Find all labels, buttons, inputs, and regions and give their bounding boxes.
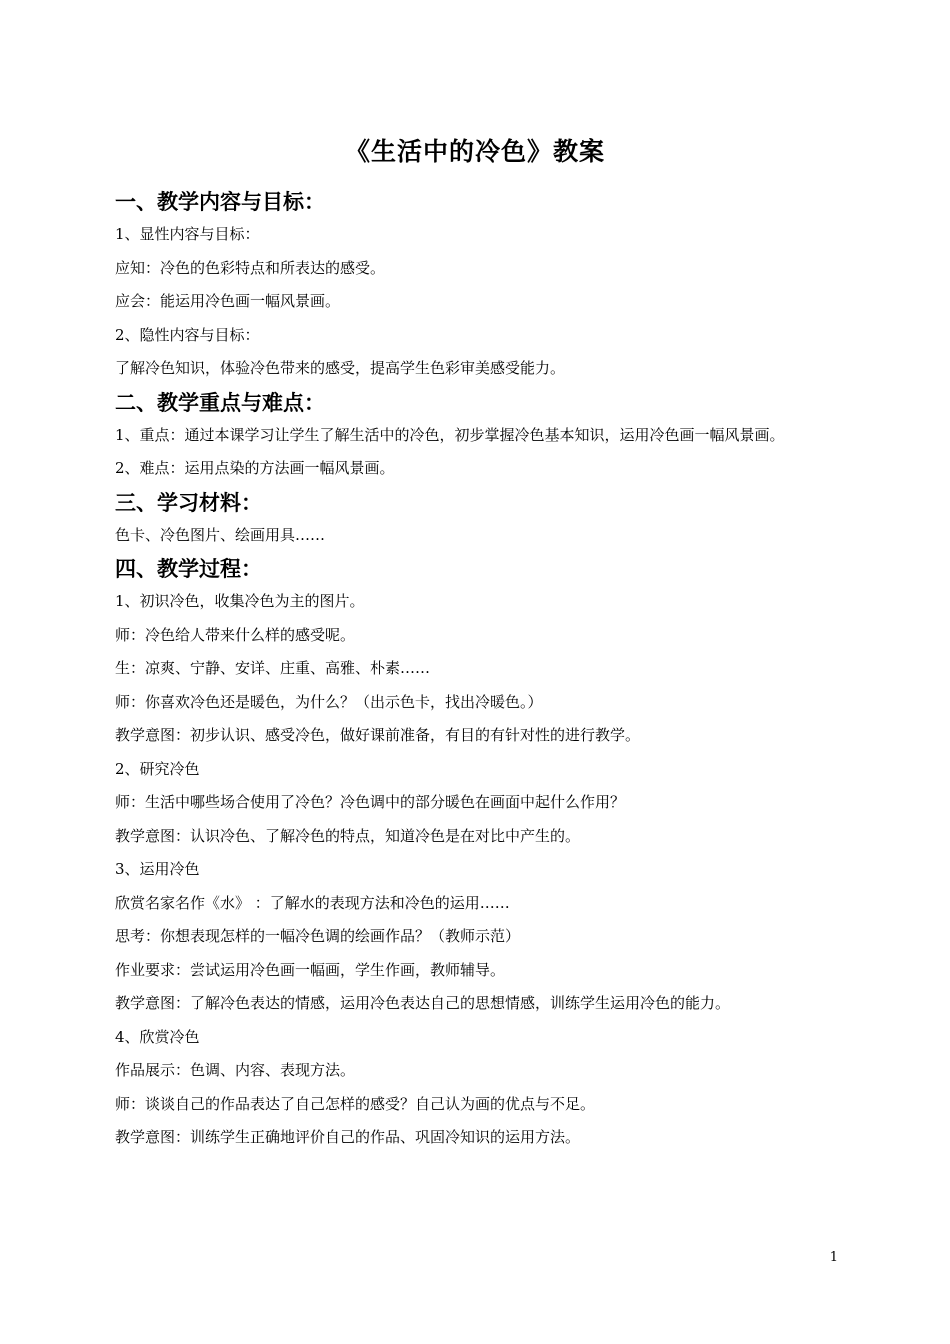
paragraph: 2、研究冷色 (115, 759, 200, 778)
section-heading: 四、教学过程： (115, 556, 262, 581)
paragraph: 教学意图：认识冷色、了解冷色的特点，知道冷色是在对比中产生的。 (115, 826, 581, 845)
paragraph: 欣赏名家名作《水》 ：了解水的表现方法和冷色的运用…… (115, 893, 510, 912)
paragraph: 应会：能运用冷色画一幅风景画。 (115, 292, 341, 310)
page-number: 1 (829, 1250, 838, 1265)
paragraph: 作业要求：尝试运用冷色画一幅画，学生作画，教师辅导。 (115, 960, 506, 979)
document-body (115, 185, 875, 1155)
section-heading: 二、教学重点与难点： (115, 389, 325, 415)
paragraph: 应知：冷色的色彩特点和所表达的感受。 (115, 258, 386, 277)
section-heading: 一、教学内容与目标： (115, 189, 325, 214)
paragraph: 1、显性内容与目标： (115, 225, 260, 243)
paragraph: 作品展示：色调、内容、表现方法。 (115, 1061, 356, 1079)
paragraph: 教学意图：了解冷色表达的情感，运用冷色表达自己的思想情感，训练学生运用冷色的能力。 (115, 994, 731, 1012)
section-key-points (115, 386, 875, 486)
document-title: 《生活中的冷色》教案 (344, 137, 605, 166)
paragraph: 教学意图：初步认识、感受冷色，做好课前准备，有目的有针对性的进行教学。 (115, 726, 641, 744)
paragraph: 1、初识冷色，收集冷色为主的图片。 (115, 592, 365, 610)
section-heading: 三、学习材料： (115, 489, 262, 515)
paragraph: 师：谈谈自己的作品表达了自己怎样的感受？自己认为画的优点与不足。 (115, 1094, 596, 1113)
section-teaching-content (115, 185, 875, 386)
section-materials (115, 486, 875, 553)
paragraph: 了解冷色知识，体验冷色带来的感受，提高学生色彩审美感受能力。 (115, 359, 566, 377)
paragraph: 教学意图：训练学生正确地评价自己的作品、巩固冷知识的运用方法。 (115, 1128, 581, 1146)
paragraph: 2、难点：运用点染的方法画一幅风景画。 (115, 459, 395, 477)
paragraph: 4、欣赏冷色 (115, 1027, 200, 1046)
paragraph: 思考：你想表现怎样的一幅冷色调的绘画作品？（教师示范） (115, 927, 521, 945)
paragraph: 师：你喜欢冷色还是暖色，为什么？（出示色卡，找出冷暖色。） (115, 692, 543, 711)
section-teaching-process (115, 552, 875, 1155)
paragraph: 生：凉爽、宁静、安详、庄重、高雅、朴素…… (115, 659, 431, 677)
paragraph: 1、重点：通过本课学习让学生了解生活中的冷色，初步掌握冷色基本知识，运用冷色画一幅风景画。 (115, 425, 785, 444)
paragraph: 师：生活中哪些场合使用了冷色？冷色调中的部分暖色在画面中起什么作用？ (115, 793, 626, 811)
paragraph: 2、隐性内容与目标： (115, 325, 260, 344)
paragraph: 3、运用冷色 (115, 860, 200, 878)
paragraph: 师：冷色给人带来什么样的感受呢。 (115, 625, 356, 644)
paragraph: 色卡、冷色图片、绘画用具…… (115, 525, 326, 544)
